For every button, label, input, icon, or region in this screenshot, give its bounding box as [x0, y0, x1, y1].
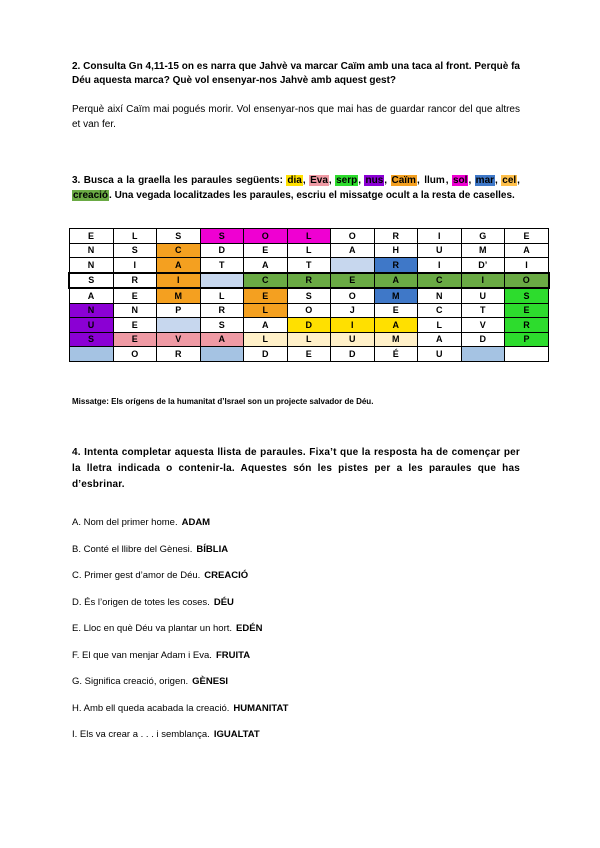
grid-cell: E — [244, 243, 288, 258]
word-separator: , — [302, 175, 310, 186]
clue-item — [72, 543, 288, 570]
clue-item — [72, 596, 288, 623]
grid-cell: J — [331, 303, 375, 318]
grid-cell: E — [374, 303, 418, 318]
clue-answer: GÈNESI — [192, 676, 229, 687]
grid-cell: A — [244, 258, 288, 273]
grid-cell: O — [113, 347, 157, 362]
grid-row — [69, 303, 549, 318]
grid-cell: D — [287, 318, 331, 333]
grid-cell: E — [505, 229, 549, 244]
grid-cell: M — [461, 243, 505, 258]
grid-cell: R — [113, 273, 157, 289]
grid-cell: L — [418, 318, 462, 333]
grid-cell: I — [418, 258, 462, 273]
grid-cell: G — [461, 229, 505, 244]
grid-row — [69, 243, 549, 258]
word-6: sol — [452, 175, 468, 186]
clue-answer: EDÉN — [236, 623, 263, 634]
word-separator: , — [468, 175, 475, 186]
word-separator: , — [416, 175, 424, 186]
grid-cell: D — [244, 347, 288, 362]
grid-cell: S — [505, 288, 549, 303]
clue-answer: FRUITA — [215, 649, 251, 661]
grid-cell: T — [200, 258, 244, 273]
clue-item — [72, 516, 288, 543]
grid-cell: R — [505, 318, 549, 333]
word-4: Caïm — [391, 175, 416, 186]
grid-cell: M — [374, 288, 418, 303]
grid-row — [69, 347, 549, 362]
word-separator: , — [384, 175, 391, 186]
grid-cell: E — [244, 288, 288, 303]
grid-cell: I — [418, 229, 462, 244]
clue-question: F. El que van menjar Adam i Eva. — [72, 649, 212, 661]
word-7: mar — [475, 175, 495, 186]
grid-cell: E — [69, 229, 113, 244]
clue-item — [72, 675, 288, 702]
clue-item — [72, 728, 288, 755]
grid-cell: A — [200, 332, 244, 347]
clue-question: I. Els va crear a . . . i semblança. — [72, 729, 210, 740]
grid-cell: A — [331, 243, 375, 258]
grid-cell: A — [157, 258, 201, 273]
grid-cell: A — [374, 273, 418, 289]
word-8: cel — [502, 175, 517, 186]
grid-cell: U — [461, 288, 505, 303]
question-3-suffix: . Una vegada localitzades les paraules, escriu el missatge ocult a la resta de caselles. — [109, 190, 515, 201]
clue-question: A. Nom del primer home. — [72, 517, 178, 528]
word-9: creació — [73, 190, 109, 201]
grid-cell: O — [331, 229, 375, 244]
grid-cell: U — [69, 318, 113, 333]
grid-cell: I — [113, 258, 157, 273]
clue-answer: BÍBLIA — [196, 543, 229, 555]
grid-cell: R — [157, 347, 201, 362]
grid-cell: S — [69, 273, 113, 289]
grid-cell: L — [200, 288, 244, 303]
grid-cell: D — [331, 347, 375, 362]
grid-cell: L — [244, 332, 288, 347]
grid-cell — [200, 347, 244, 362]
grid-cell: C — [418, 303, 462, 318]
grid-cell: S — [69, 332, 113, 347]
grid-cell: S — [113, 243, 157, 258]
clue-answer: CREACIÓ — [204, 570, 249, 581]
grid-cell: C — [244, 273, 288, 289]
grid-cell: R — [374, 258, 418, 273]
grid-cell: E — [287, 347, 331, 362]
clue-answer: IGUALTAT — [213, 729, 260, 740]
grid-cell: N — [418, 288, 462, 303]
grid-cell: P — [505, 332, 549, 347]
grid-cell: C — [418, 273, 462, 289]
word-1: Eva — [310, 175, 328, 186]
grid-cell: U — [331, 332, 375, 347]
grid-cell: U — [418, 347, 462, 362]
grid-cell: R — [374, 229, 418, 244]
grid-cell: L — [287, 332, 331, 347]
grid-cell: U — [418, 243, 462, 258]
word-separator: , — [445, 175, 452, 186]
grid-cell: D’ — [461, 258, 505, 273]
grid-row — [69, 288, 549, 303]
clue-question: B. Conté el llibre del Gènesi. — [72, 543, 193, 555]
clue-question: H. Amb ell queda acabada la creació. — [72, 702, 230, 714]
grid-cell: P — [157, 303, 201, 318]
question-4-title: 4. Intenta completar aquesta llista de paraules. Fixa’t que la resposta ha de començar per la lletra indicada o contenir-la. Aquestes són les pistes per a les paraules que has d’esbrinar. — [72, 447, 520, 490]
grid-cell: N — [113, 303, 157, 318]
grid-cell: A — [505, 243, 549, 258]
grid-cell: N — [69, 303, 113, 318]
grid-cell: L — [244, 303, 288, 318]
grid-cell: É — [374, 347, 418, 362]
grid-cell: I — [505, 258, 549, 273]
grid-cell: S — [157, 229, 201, 244]
grid-cell: T — [461, 303, 505, 318]
word-separator: , — [495, 175, 502, 186]
grid-cell: R — [287, 273, 331, 289]
grid-cell: E — [505, 303, 549, 318]
word-2: serp — [336, 175, 358, 186]
grid-cell — [461, 347, 505, 362]
grid-cell: L — [287, 243, 331, 258]
grid-cell: E — [331, 273, 375, 289]
grid-cell: E — [113, 288, 157, 303]
grid-cell: D — [461, 332, 505, 347]
clue-list — [72, 516, 288, 755]
grid-cell — [69, 347, 113, 362]
grid-cell: E — [113, 332, 157, 347]
grid-cell: O — [331, 288, 375, 303]
grid-cell — [331, 258, 375, 273]
word-separator: , — [358, 175, 365, 186]
grid-cell: A — [374, 318, 418, 333]
clue-answer: DÉU — [213, 596, 234, 608]
grid-cell: S — [200, 229, 244, 244]
word-separator: , — [328, 175, 336, 186]
grid-cell — [157, 318, 201, 333]
grid-cell: M — [157, 288, 201, 303]
question-3-prefix: 3. Busca a la graella les paraules següents: — [72, 175, 287, 186]
word-search-grid — [68, 228, 550, 362]
grid-cell — [200, 273, 244, 289]
grid-cell: O — [505, 273, 549, 289]
clue-question: D. És l’origen de totes les coses. — [72, 596, 210, 608]
grid-row — [69, 318, 549, 333]
clue-answer: ADAM — [181, 517, 211, 528]
grid-row — [69, 229, 549, 244]
clue-item — [72, 569, 288, 596]
grid-cell: I — [157, 273, 201, 289]
grid-cell: A — [418, 332, 462, 347]
grid-cell: H — [374, 243, 418, 258]
clue-question: E. Lloc en què Déu va plantar un hort. — [72, 623, 233, 634]
question-2-answer: Perquè així Caïm mai pogués morir. Vol ensenyar-nos que mai has de guardar rancor del que altres et van fer. — [72, 104, 520, 130]
grid-cell: S — [287, 288, 331, 303]
grid-cell: C — [157, 243, 201, 258]
grid-row — [69, 258, 549, 273]
grid-cell: A — [244, 318, 288, 333]
grid-cell: T — [287, 258, 331, 273]
question-2-title: 2. Consulta Gn 4,11-15 on es narra que Jahvè va marcar Caïm amb una taca al front. Perquè fa Déu aquesta marca? Què vol ensenyar-nos Jahvè amb aquest gest? — [72, 61, 520, 86]
clue-question: C. Primer gest d’amor de Déu. — [72, 570, 201, 581]
clue-item — [72, 649, 288, 676]
clue-item — [72, 622, 288, 649]
grid-cell: O — [244, 229, 288, 244]
clue-answer: HUMANITAT — [233, 702, 289, 714]
grid-cell: N — [69, 258, 113, 273]
question-3-title — [72, 173, 520, 203]
clue-question: G. Significa creació, origen. — [72, 676, 189, 687]
grid-row — [69, 332, 549, 347]
word-0: dia — [287, 175, 302, 186]
grid-cell: D — [200, 243, 244, 258]
word-5: llum — [424, 175, 445, 186]
grid-cell: S — [200, 318, 244, 333]
grid-cell: L — [113, 229, 157, 244]
grid-cell: V — [461, 318, 505, 333]
hidden-message: Missatge: Els orígens de la humanitat d’Israel son un projecte salvador de Déu. — [72, 397, 374, 406]
grid-cell: L — [287, 229, 331, 244]
grid-cell: E — [113, 318, 157, 333]
grid-cell — [505, 347, 549, 362]
grid-cell: V — [157, 332, 201, 347]
word-separator: , — [517, 175, 520, 186]
grid-cell: O — [287, 303, 331, 318]
grid-cell: M — [374, 332, 418, 347]
grid-cell: R — [200, 303, 244, 318]
grid-cell: I — [331, 318, 375, 333]
clue-item — [72, 702, 288, 729]
grid-row — [69, 273, 549, 289]
grid-cell: N — [69, 243, 113, 258]
word-3: nus — [365, 175, 384, 186]
grid-cell: I — [461, 273, 505, 289]
grid-cell: A — [69, 288, 113, 303]
